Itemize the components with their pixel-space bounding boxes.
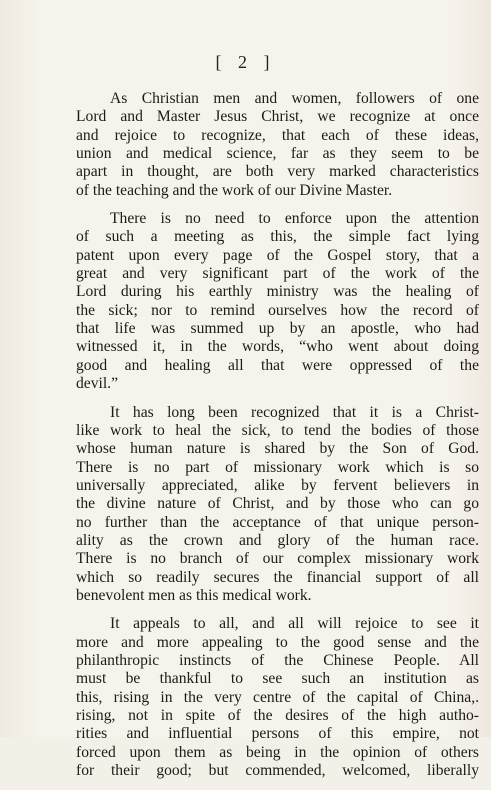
paragraph-3 <box>76 404 479 606</box>
text-line: that life was summed up by an apostle, who had <box>76 320 479 338</box>
text-line: It appeals to all, and all will rejoice to see it <box>110 615 479 633</box>
text-line: for their good; but commended, welcomed, liberally <box>76 762 479 780</box>
text-line: no further than the acceptance of that unique person- <box>76 513 479 531</box>
text-line: As Christian men and women, followers of one <box>110 90 479 107</box>
text-line: There is no need to enforce upon the attention <box>110 210 479 228</box>
text-line: apart in thought, are both very marked characteristics <box>76 163 479 181</box>
text-line: rising, not in spite of the desires of the high autho- <box>76 707 479 724</box>
text-line: must be thankful to see such an institution as <box>76 670 479 688</box>
text-line: witnessed it, in the words, “who went about doing <box>76 338 479 356</box>
text-line: benevolent men as this medical work. <box>76 586 312 604</box>
paragraph-1 <box>76 90 479 200</box>
paragraph-2 <box>76 210 479 393</box>
text-line: and rejoice to recognize, that each of these ideas, <box>76 126 479 144</box>
text-line: union and medical science, far as they seem to be <box>76 145 479 163</box>
text-line: more and more appealing to the good sense and the <box>76 633 479 651</box>
text-line: this, rising in the very centre of the capital of China,. <box>76 688 479 706</box>
text-line: good and healing all that were oppressed of the <box>76 356 479 374</box>
text-line: forced upon them as being in the opinion of others <box>76 743 479 761</box>
text-line: Lord and Master Jesus Christ, we recognize at once <box>76 108 479 126</box>
text-line: ality as the crown and glory of the human race. <box>76 531 479 549</box>
text-line: patent upon every page of the Gospel story, that a <box>76 246 479 264</box>
text-line: rities and influential persons of this empire, not <box>76 725 479 743</box>
text-line: devil.” <box>76 375 118 393</box>
text-line: It has long been recognized that it is a Christ- <box>110 403 479 421</box>
text-line: Lord during his earthly ministry was the healing of <box>76 283 479 301</box>
text-line: There is no part of missionary work which is so <box>76 458 479 476</box>
text-line: like work to heal the sick, to tend the bodies of those <box>76 421 479 439</box>
page-number: [ 2 ] <box>215 52 276 72</box>
body-text <box>76 90 479 790</box>
text-line: of the teaching and the work of our Divine Master. <box>76 181 393 199</box>
text-line: the divine nature of Christ, and by those who can go <box>76 495 479 513</box>
text-line: the sick; nor to remind ourselves how the record of <box>76 301 479 319</box>
text-line: great and very significant part of the work of the <box>76 265 479 283</box>
text-line: whose human nature is shared by the Son of God. <box>76 440 479 458</box>
text-line: which so readily secures the financial support of all <box>76 568 479 586</box>
text-line: universally appreciated, alike by fervent believers in <box>76 476 479 494</box>
text-line: There is no branch of our complex missionary work <box>76 550 479 568</box>
text-line: philanthropic instincts of the Chinese People. All <box>76 651 479 669</box>
text-line: of such a meeting as this, the simple fact lying <box>76 228 479 246</box>
paragraph-4 <box>76 615 479 780</box>
